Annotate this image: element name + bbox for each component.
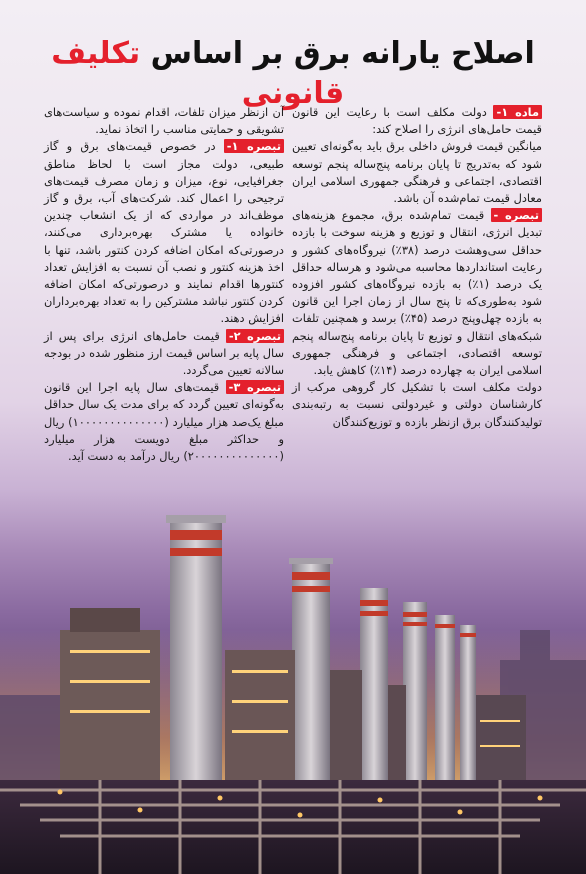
note-2-tag: تبصره ۲- (226, 329, 284, 343)
article-1-intro: دولت مکلف است با رعایت این قانون قیمت حامل‌های انرژی را اصلاح کند: (292, 105, 542, 137)
note-general-tag: تبصره - (491, 208, 542, 222)
article-1 (292, 104, 542, 138)
note-3-text: قیمت‌های سال پایه اجرا این قانون به‌گونه‌ای تعیین گردد که برای مدت یک سال حداقل مبلغ یک‌صد هزار میلیارد (۱۰۰۰۰۰۰۰۰۰۰۰۰۰۰) ریال و حداکثر مبلغ دویست هزار میلیارد (۲۰۰۰۰۰۰۰۰۰۰۰۰۰۰) ریال درآمد به دست آید. (44, 380, 285, 464)
title-part-highlight: تکلیف قانونی (51, 36, 345, 111)
page-title (0, 34, 586, 114)
note-1-text: در خصوص قیمت‌های برق و گاز طبیعی، دولت مجاز است با لحاظ مناطق جغرافیایی، نوع، میزان و زمان مصرف قیمت‌های ترجیحی را اعمال کند. شرکت‌های آب، برق و گاز موظف‌اند در مواردی که از یک انشعاب چندین خانواده یا مشترک بهره‌برداری می‌کنند، درصورتی‌که امکان اضافه کردن کنتور باشد، تنها با اخذ هزینه کنتور و نصب آن نسبت به افزایش تعداد کنتورها اقدام نمایند و درصورتی‌که امکان اضافه کردن کنتور نباشد مشترکین را به تعداد بهره‌برداران افزایش دهند. (44, 139, 284, 326)
power-plant-illustration (0, 480, 586, 874)
note-3-tag: تبصره ۳- (226, 380, 284, 394)
note-general-text: قیمت تمام‌شده برق، مجموع هزینه‌های تبدیل انرژی، انتقال و توزیع و هزینه سوخت با بازده حداقل سی‌وهشت درصد (۳۸٪) نیروگاه‌های کشور و رعایت استانداردها محاسبه می‌شود و هرساله حداقل یک درصد (۱٪) به بازده نیروگاه‌های کشور افزوده شود به‌طوری‌که تا پنج سال از زمان اجرا این قانون به بازده چهل‌وپنج درصد (۴۵٪) برسد و همچنین تلفات شبکه‌های انتقال و توزیع تا پایان برنامه پنج‌ساله پنجم توسعه اقتصادی، اجتماعی و فرهنگی جمهوری اسلامی ایران به چهارده درصد (۱۴٪) کاهش یابد. (292, 208, 542, 378)
title-part-main: اصلاح یارانه برق بر اساس (150, 36, 535, 71)
article-1-paragraph: میانگین قیمت فروش داخلی برق باید به‌گونه‌ای تعیین شود که به‌تدریج تا پایان برنامه پنج‌ساله پنجم توسعه اقتصادی، اجتماعی و فرهنگی جمهوری اسلامی ایران معادل قیمت تمام‌شده آن باشد. (292, 139, 542, 206)
left-column (44, 104, 284, 465)
intro-paragraph: آن ازنظر میزان تلفات، اقدام نموده و سیاست‌های تشویقی و حمایتی مناسب را اتخاذ نماید. (44, 105, 284, 137)
article-1-tag: ماده ۱- (493, 105, 542, 119)
note-2-text: قیمت حامل‌های انرژی برای پس از سال پایه بر اساس قیمت ارز منظور شده در بودجه سالانه تعیین می‌گردد. (44, 328, 284, 378)
right-column (292, 104, 542, 431)
note-1 (44, 138, 284, 327)
note-3 (44, 379, 284, 465)
closing-paragraph: دولت مکلف است با تشکیل کار گروهی مرکب از کارشناسان دولتی و غیردولتی نسبت به رتبه‌بندی تولیدکنندگان برق ازنظر بازده و توزیع‌کنندگان (292, 380, 542, 429)
note-general (292, 207, 542, 379)
note-1-tag: تبصره ۱- (224, 139, 284, 153)
note-2 (44, 328, 284, 380)
